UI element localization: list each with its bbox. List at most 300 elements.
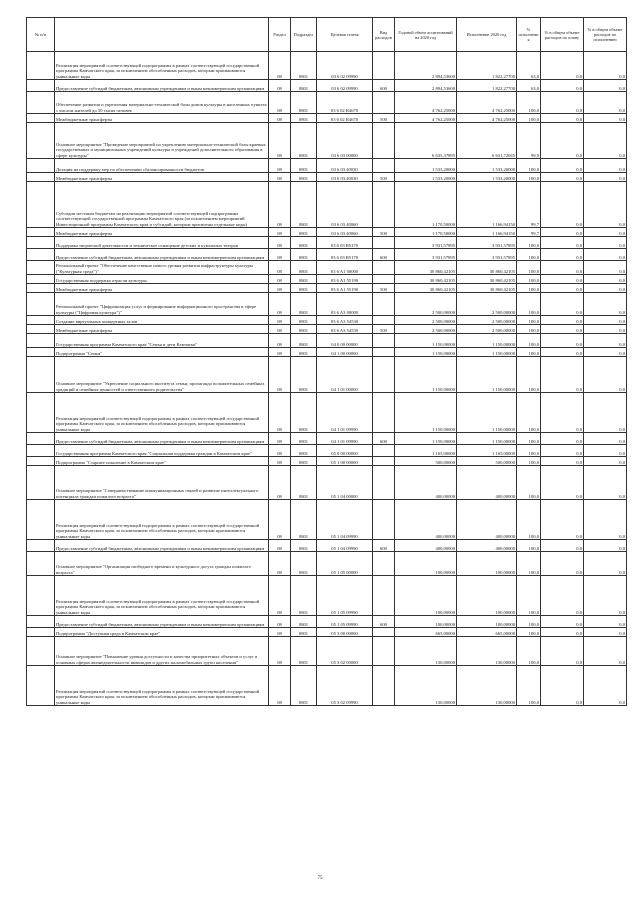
row-pct-plan-cell: 0,0 (541, 316, 584, 325)
row-section-cell: 08 (269, 123, 291, 159)
row-pct-plan-cell: 0,0 (541, 293, 584, 316)
row-target-cell: 05 1 05 00000 (317, 552, 373, 576)
row-section-cell: 08 (269, 552, 291, 576)
row-pct-exec-cell: 0,0 (584, 228, 627, 237)
row-annual-cell: 400,00000 (395, 500, 457, 540)
row-annual-cell: 1 165,00000 (395, 445, 457, 457)
row-percent-cell: 100,0 (517, 616, 541, 628)
row-target-cell: 03 6 03 R5170 (317, 237, 373, 249)
row-exec-cell: 400,00000 (457, 540, 517, 552)
row-exec-cell: 500,00000 (457, 457, 517, 466)
row-annual-cell: 1 150,00000 (395, 334, 457, 348)
row-percent-cell: 100,0 (517, 159, 541, 173)
row-pct-plan-cell: 0,0 (541, 261, 584, 275)
row-target-cell: 03 6 03 00000 (317, 123, 373, 159)
row-name-cell: Основное мероприятие "Укрепление социального института семьи, пропаганда положительных семейных традиций и семейных ценностей и ответственного родительства" (55, 357, 269, 393)
row-name-cell: Предоставление субсидий бюджетным, автономным учреждениям и иным некоммерческим организациям (55, 80, 269, 92)
row-subsection-cell: 0801 (291, 173, 317, 182)
header-subsection: Подраздел (291, 18, 317, 52)
row-name-cell: Предоставление субсидий бюджетным, автономным учреждениям и иным некоммерческим организациям (55, 616, 269, 628)
row-pct-exec-cell: 0,0 (584, 628, 627, 637)
row-pct-plan-cell: 0,0 (541, 275, 584, 284)
row-kind-cell (373, 52, 395, 80)
row-target-cell: 03 6 03 40030 (317, 173, 373, 182)
row-section-cell: 08 (269, 348, 291, 357)
row-pct-exec-cell: 0,0 (584, 666, 627, 706)
row-pct-exec-cell: 0,0 (584, 445, 627, 457)
table-row (27, 628, 627, 637)
page-number: 75 (317, 876, 323, 881)
table-row (27, 173, 627, 182)
row-subsection-cell: 0801 (291, 237, 317, 249)
table-row (27, 666, 627, 706)
row-target-cell: 03 6 02 R4670 (317, 92, 373, 114)
row-annual-cell: 30 860,42105 (395, 261, 457, 275)
row-target-cell: 03 6 03 40060 (317, 228, 373, 237)
row-index-cell (27, 261, 55, 275)
row-pct-plan-cell: 0,0 (541, 628, 584, 637)
row-index-cell (27, 325, 55, 334)
row-exec-cell: 1 166,94150 (457, 182, 517, 228)
row-pct-exec-cell: 0,0 (584, 334, 627, 348)
row-target-cell: 03 6 A3 00000 (317, 293, 373, 316)
table-row (27, 275, 627, 284)
row-kind-cell (373, 637, 395, 666)
row-annual-cell: 400,00000 (395, 540, 457, 552)
row-exec-cell: 1 165,00000 (457, 445, 517, 457)
row-kind-cell: 600 (373, 249, 395, 261)
row-annual-cell: 1 150,00000 (395, 357, 457, 393)
row-exec-cell: 130,00000 (457, 666, 517, 706)
row-pct-plan-cell: 0,0 (541, 348, 584, 357)
row-kind-cell (373, 628, 395, 637)
row-subsection-cell: 0801 (291, 348, 317, 357)
row-annual-cell: 665,00000 (395, 628, 457, 637)
row-name-cell: Региональный проект "Обеспечение качественно нового уровня развития инфраструктуры культуры ("Культурная среда")" (55, 261, 269, 275)
table-row (27, 325, 627, 334)
row-percent-cell: 63,0 (517, 52, 541, 80)
row-pct-plan-cell: 0,0 (541, 466, 584, 500)
row-pct-exec-cell: 0,0 (584, 500, 627, 540)
row-percent-cell: 100,0 (517, 334, 541, 348)
row-pct-plan-cell: 0,0 (541, 433, 584, 445)
row-pct-exec-cell: 0,0 (584, 114, 627, 123)
row-pct-plan-cell: 0,0 (541, 159, 584, 173)
row-percent-cell: 100,0 (517, 114, 541, 123)
row-percent-cell: 100,0 (517, 325, 541, 334)
row-name-cell: Межбюджетные трансферты (55, 228, 269, 237)
row-annual-cell: 1 533,20000 (395, 159, 457, 173)
row-subsection-cell: 0801 (291, 316, 317, 325)
row-subsection-cell: 0801 (291, 466, 317, 500)
row-name-cell: Подпрограмма "Старшее поколение в Камчатском крае" (55, 457, 269, 466)
row-exec-cell: 1 166,94150 (457, 228, 517, 237)
table-row (27, 334, 627, 348)
row-percent-cell: 100,0 (517, 275, 541, 284)
row-subsection-cell: 0801 (291, 284, 317, 293)
row-target-cell: 04 1 01 09990 (317, 393, 373, 433)
row-annual-cell: 6 635,37895 (395, 123, 457, 159)
row-pct-exec-cell: 0,0 (584, 393, 627, 433)
row-name-cell: Подпрограмма "Семья" (55, 348, 269, 357)
row-exec-cell: 6 631,72045 (457, 123, 517, 159)
row-pct-plan-cell: 0,0 (541, 552, 584, 576)
row-index-cell (27, 576, 55, 616)
row-exec-cell: 1 150,00000 (457, 433, 517, 445)
row-annual-cell: 2 894,53600 (395, 80, 457, 92)
row-exec-cell: 1 533,20000 (457, 173, 517, 182)
row-index-cell (27, 114, 55, 123)
row-target-cell: 05 1 04 00000 (317, 466, 373, 500)
row-exec-cell: 4 762,25000 (457, 114, 517, 123)
row-percent-cell: 99,9 (517, 123, 541, 159)
row-name-cell: Дотация на поддержку мер по обеспечению сбалансированности бюджетов (55, 159, 269, 173)
row-subsection-cell: 0801 (291, 552, 317, 576)
row-target-cell: 03 6 03 40060 (317, 182, 373, 228)
row-exec-cell: 3 931,57895 (457, 249, 517, 261)
row-exec-cell: 1 150,00000 (457, 334, 517, 348)
row-pct-exec-cell: 0,0 (584, 159, 627, 173)
row-percent-cell: 100,0 (517, 92, 541, 114)
row-target-cell: 03 6 03 40030 (317, 159, 373, 173)
row-annual-cell: 4 762,25000 (395, 114, 457, 123)
row-kind-cell (373, 576, 395, 616)
row-pct-exec-cell: 0,0 (584, 173, 627, 182)
row-percent-cell: 100,0 (517, 628, 541, 637)
row-subsection-cell: 0801 (291, 540, 317, 552)
row-index-cell (27, 445, 55, 457)
row-index-cell (27, 182, 55, 228)
row-subsection-cell: 0801 (291, 457, 317, 466)
row-kind-cell: 500 (373, 325, 395, 334)
row-kind-cell (373, 261, 395, 275)
row-annual-cell: 1 533,20000 (395, 173, 457, 182)
row-pct-exec-cell: 0,0 (584, 80, 627, 92)
row-name-cell: Государственная программа Камчатского края "Социальная поддержка граждан в Камчатском крае" (55, 445, 269, 457)
row-annual-cell: 2 894,53600 (395, 52, 457, 80)
row-name-cell: Обеспечение развития и укрепления материально-технической базы домов культуры в населенных пунктах с числом жителей до 50 тысяч человек (55, 92, 269, 114)
row-annual-cell: 1 150,00000 (395, 433, 457, 445)
row-section-cell: 08 (269, 433, 291, 445)
row-section-cell: 08 (269, 261, 291, 275)
row-exec-cell: 130,00000 (457, 637, 517, 666)
row-subsection-cell: 0801 (291, 228, 317, 237)
row-section-cell: 08 (269, 173, 291, 182)
row-pct-exec-cell: 0,0 (584, 316, 627, 325)
row-subsection-cell: 0801 (291, 275, 317, 284)
row-pct-exec-cell: 0,0 (584, 637, 627, 666)
row-kind-cell: 600 (373, 616, 395, 628)
row-index-cell (27, 433, 55, 445)
row-percent-cell: 100,0 (517, 576, 541, 616)
row-annual-cell: 2 500,00000 (395, 293, 457, 316)
row-percent-cell: 100,0 (517, 261, 541, 275)
row-subsection-cell: 0801 (291, 433, 317, 445)
row-annual-cell: 500,00000 (395, 457, 457, 466)
header-kind: Вид расходов (373, 18, 395, 52)
row-exec-cell: 1 533,20000 (457, 159, 517, 173)
row-section-cell: 08 (269, 445, 291, 457)
row-pct-exec-cell: 0,0 (584, 457, 627, 466)
row-pct-plan-cell: 0,0 (541, 249, 584, 261)
row-pct-exec-cell: 0,0 (584, 293, 627, 316)
table-row (27, 433, 627, 445)
row-pct-exec-cell: 0,0 (584, 275, 627, 284)
table-row (27, 159, 627, 173)
table-row (27, 80, 627, 92)
row-annual-cell: 30 860,42105 (395, 275, 457, 284)
table-row (27, 92, 627, 114)
row-pct-exec-cell: 0,0 (584, 284, 627, 293)
row-exec-cell: 1 822,27700 (457, 52, 517, 80)
row-pct-exec-cell: 0,0 (584, 357, 627, 393)
row-exec-cell: 400,00000 (457, 500, 517, 540)
row-name-cell: Государственная поддержка отрасли культуры (55, 275, 269, 284)
row-kind-cell (373, 293, 395, 316)
row-pct-plan-cell: 0,0 (541, 52, 584, 80)
row-section-cell: 08 (269, 637, 291, 666)
row-target-cell: 03 6 03 R5170 (317, 249, 373, 261)
row-percent-cell: 100,0 (517, 500, 541, 540)
row-target-cell: 05 3 02 00000 (317, 637, 373, 666)
row-index-cell (27, 334, 55, 348)
row-annual-cell: 4 762,25000 (395, 92, 457, 114)
row-kind-cell: 500 (373, 228, 395, 237)
row-subsection-cell: 0801 (291, 334, 317, 348)
row-pct-plan-cell: 0,0 (541, 284, 584, 293)
row-subsection-cell: 0801 (291, 628, 317, 637)
row-name-cell: Создание виртуальных концертных залов (55, 316, 269, 325)
row-pct-plan-cell: 0,0 (541, 325, 584, 334)
row-index-cell (27, 275, 55, 284)
row-target-cell: 04 1 00 00000 (317, 348, 373, 357)
row-exec-cell: 100,00000 (457, 576, 517, 616)
row-kind-cell (373, 457, 395, 466)
row-index-cell (27, 393, 55, 433)
row-percent-cell: 100,0 (517, 393, 541, 433)
row-index-cell (27, 637, 55, 666)
row-section-cell: 08 (269, 457, 291, 466)
row-exec-cell: 400,00000 (457, 466, 517, 500)
row-subsection-cell: 0801 (291, 293, 317, 316)
row-percent-cell: 100,0 (517, 348, 541, 357)
table-row (27, 552, 627, 576)
row-index-cell (27, 52, 55, 80)
table-body (27, 52, 627, 706)
row-pct-plan-cell: 0,0 (541, 445, 584, 457)
row-section-cell: 08 (269, 249, 291, 261)
row-name-cell: Основное мероприятие "Совершенствование коммуникационных связей и развитие интеллектуального потенциала граждан пожилого возраста" (55, 466, 269, 500)
row-kind-cell: 600 (373, 433, 395, 445)
table-row (27, 182, 627, 228)
row-subsection-cell: 0801 (291, 637, 317, 666)
row-name-cell: Предоставление субсидий бюджетным, автономным учреждениям и иным некоммерческим организациям (55, 249, 269, 261)
header-name (55, 18, 269, 52)
row-index-cell (27, 616, 55, 628)
row-exec-cell: 1 822,27700 (457, 80, 517, 92)
table-row (27, 576, 627, 616)
row-index-cell (27, 237, 55, 249)
row-name-cell: Реализация мероприятий соответствующей подпрограммы в рамках соответствующей государственной программы Камчатского края, за исключением обособленных расходов, которым присваиваются уникальные коды (55, 52, 269, 80)
row-target-cell: 05 1 04 09990 (317, 540, 373, 552)
row-pct-plan-cell: 0,0 (541, 123, 584, 159)
row-kind-cell: 500 (373, 173, 395, 182)
row-pct-exec-cell: 0,0 (584, 540, 627, 552)
row-percent-cell: 100,0 (517, 284, 541, 293)
row-name-cell: Основное мероприятие "Повышение уровня доступности и качества приоритетных объектов и услуг в основных сферах жизнедеятельности инвалидов и других маломобильных групп населения" (55, 637, 269, 666)
row-name-cell: Межбюджетные трансферты (55, 284, 269, 293)
row-name-cell: Субсидии местным бюджетам на реализацию мероприятий соответствующей подпрограммы соответствующей государственной программы Камчатского края (за исключением мероприятий Инвестиционной программы Камчатского края и субсидий, которым присвоены отдельные коды) (55, 182, 269, 228)
row-target-cell: 03 6 02 R4670 (317, 114, 373, 123)
row-section-cell: 08 (269, 92, 291, 114)
row-kind-cell (373, 92, 395, 114)
row-annual-cell: 1 150,00000 (395, 348, 457, 357)
table-row (27, 316, 627, 325)
row-target-cell: 05 0 00 00000 (317, 445, 373, 457)
row-pct-plan-cell: 0,0 (541, 357, 584, 393)
row-index-cell (27, 628, 55, 637)
row-percent-cell: 100,0 (517, 357, 541, 393)
row-exec-cell: 4 762,25000 (457, 92, 517, 114)
row-index-cell (27, 123, 55, 159)
table-row (27, 445, 627, 457)
row-kind-cell (373, 500, 395, 540)
table-row (27, 249, 627, 261)
row-index-cell (27, 92, 55, 114)
row-percent-cell: 100,0 (517, 466, 541, 500)
row-index-cell (27, 173, 55, 182)
row-name-cell: Подпрограмма "Доступная среда в Камчатском крае" (55, 628, 269, 637)
row-name-cell: Основное мероприятие "Организация свободного времени и культурного досуга граждан пожилого возраста" (55, 552, 269, 576)
row-pct-plan-cell: 0,0 (541, 237, 584, 249)
row-pct-exec-cell: 0,0 (584, 616, 627, 628)
header-exec: Исполнение 2020 год (457, 18, 517, 52)
row-percent-cell: 99,7 (517, 182, 541, 228)
row-target-cell: 03 6 02 09990 (317, 80, 373, 92)
row-pct-plan-cell: 0,0 (541, 393, 584, 433)
row-subsection-cell: 0801 (291, 325, 317, 334)
row-section-cell: 08 (269, 616, 291, 628)
row-pct-plan-cell: 0,0 (541, 616, 584, 628)
row-exec-cell: 1 150,00000 (457, 348, 517, 357)
row-kind-cell (373, 123, 395, 159)
row-percent-cell: 100,0 (517, 666, 541, 706)
header-pct-exec: % в общем объеме расходов по исполнению (584, 18, 627, 52)
row-pct-exec-cell: 0,0 (584, 576, 627, 616)
row-percent-cell: 100,0 (517, 637, 541, 666)
row-annual-cell: 30 860,42105 (395, 284, 457, 293)
row-annual-cell: 130,00000 (395, 666, 457, 706)
row-pct-exec-cell: 0,0 (584, 261, 627, 275)
row-annual-cell: 400,00000 (395, 466, 457, 500)
row-target-cell: 03 6 A1 00000 (317, 261, 373, 275)
table-row (27, 52, 627, 80)
row-name-cell: Государственная программа Камчатского края "Семья и дети Камчатки" (55, 334, 269, 348)
row-kind-cell (373, 445, 395, 457)
row-target-cell: 05 1 04 09990 (317, 500, 373, 540)
row-target-cell: 05 3 02 09990 (317, 666, 373, 706)
row-section-cell: 08 (269, 228, 291, 237)
row-kind-cell (373, 552, 395, 576)
row-section-cell: 08 (269, 237, 291, 249)
row-kind-cell: 600 (373, 80, 395, 92)
row-exec-cell: 3 931,57895 (457, 237, 517, 249)
row-pct-exec-cell: 0,0 (584, 92, 627, 114)
row-index-cell (27, 348, 55, 357)
row-subsection-cell: 0801 (291, 576, 317, 616)
row-section-cell: 08 (269, 316, 291, 325)
row-name-cell: Предоставление субсидий бюджетным, автономным учреждениям и иным некоммерческим организациям (55, 433, 269, 445)
table-row (27, 293, 627, 316)
header-pct-plan: % в общем объеме расходов по плану (541, 18, 584, 52)
row-percent-cell: 100,0 (517, 540, 541, 552)
row-subsection-cell: 0801 (291, 616, 317, 628)
table-row (27, 348, 627, 357)
row-annual-cell: 1 170,50000 (395, 228, 457, 237)
header-target: Целевая статья (317, 18, 373, 52)
row-section-cell: 08 (269, 540, 291, 552)
row-index-cell (27, 552, 55, 576)
row-target-cell: 04 1 01 00000 (317, 357, 373, 393)
row-name-cell: Реализация мероприятий соответствующей подпрограммы в рамках соответствующей государственной программы Камчатского края, за исключением обособленных расходов, которым присваиваются уникальные коды (55, 393, 269, 433)
header-percent: % исполнения (517, 18, 541, 52)
row-section-cell: 08 (269, 52, 291, 80)
row-annual-cell: 1 150,00000 (395, 393, 457, 433)
row-pct-plan-cell: 0,0 (541, 637, 584, 666)
table-row (27, 616, 627, 628)
row-exec-cell: 30 860,42105 (457, 261, 517, 275)
row-pct-plan-cell: 0,0 (541, 80, 584, 92)
table-row (27, 237, 627, 249)
row-target-cell: 05 1 00 00000 (317, 457, 373, 466)
row-percent-cell: 100,0 (517, 249, 541, 261)
row-exec-cell: 1 150,00000 (457, 357, 517, 393)
row-name-cell: Реализация мероприятий соответствующей подпрограммы в рамках соответствующей государственной программы Камчатского края, за исключением обособленных расходов, которым присваиваются уникальные коды (55, 500, 269, 540)
row-index-cell (27, 80, 55, 92)
row-target-cell: 05 1 05 09990 (317, 616, 373, 628)
row-pct-exec-cell: 0,0 (584, 52, 627, 80)
row-percent-cell: 100,0 (517, 293, 541, 316)
row-target-cell: 03 6 02 09990 (317, 52, 373, 80)
row-pct-plan-cell: 0,0 (541, 540, 584, 552)
row-section-cell: 08 (269, 275, 291, 284)
row-pct-plan-cell: 0,0 (541, 228, 584, 237)
table-row (27, 114, 627, 123)
row-kind-cell: 500 (373, 284, 395, 293)
row-pct-plan-cell: 0,0 (541, 92, 584, 114)
row-percent-cell: 100,0 (517, 445, 541, 457)
row-percent-cell: 63,0 (517, 80, 541, 92)
row-subsection-cell: 0801 (291, 123, 317, 159)
row-kind-cell (373, 334, 395, 348)
row-annual-cell: 3 931,57895 (395, 249, 457, 261)
row-subsection-cell: 0801 (291, 445, 317, 457)
table-row (27, 261, 627, 275)
row-pct-exec-cell: 0,0 (584, 325, 627, 334)
row-subsection-cell: 0801 (291, 80, 317, 92)
row-name-cell: Реализация мероприятий соответствующей подпрограммы в рамках соответствующей государственной программы Камчатского края, за исключением обособленных расходов, которым присваиваются уникальные коды (55, 666, 269, 706)
row-index-cell (27, 284, 55, 293)
table-row (27, 284, 627, 293)
row-subsection-cell: 0801 (291, 52, 317, 80)
row-subsection-cell: 0801 (291, 249, 317, 261)
row-kind-cell (373, 666, 395, 706)
row-name-cell: Межбюджетные трансферты (55, 114, 269, 123)
row-kind-cell: 500 (373, 114, 395, 123)
header-section: Раздел (269, 18, 291, 52)
row-kind-cell (373, 275, 395, 284)
row-section-cell: 08 (269, 500, 291, 540)
